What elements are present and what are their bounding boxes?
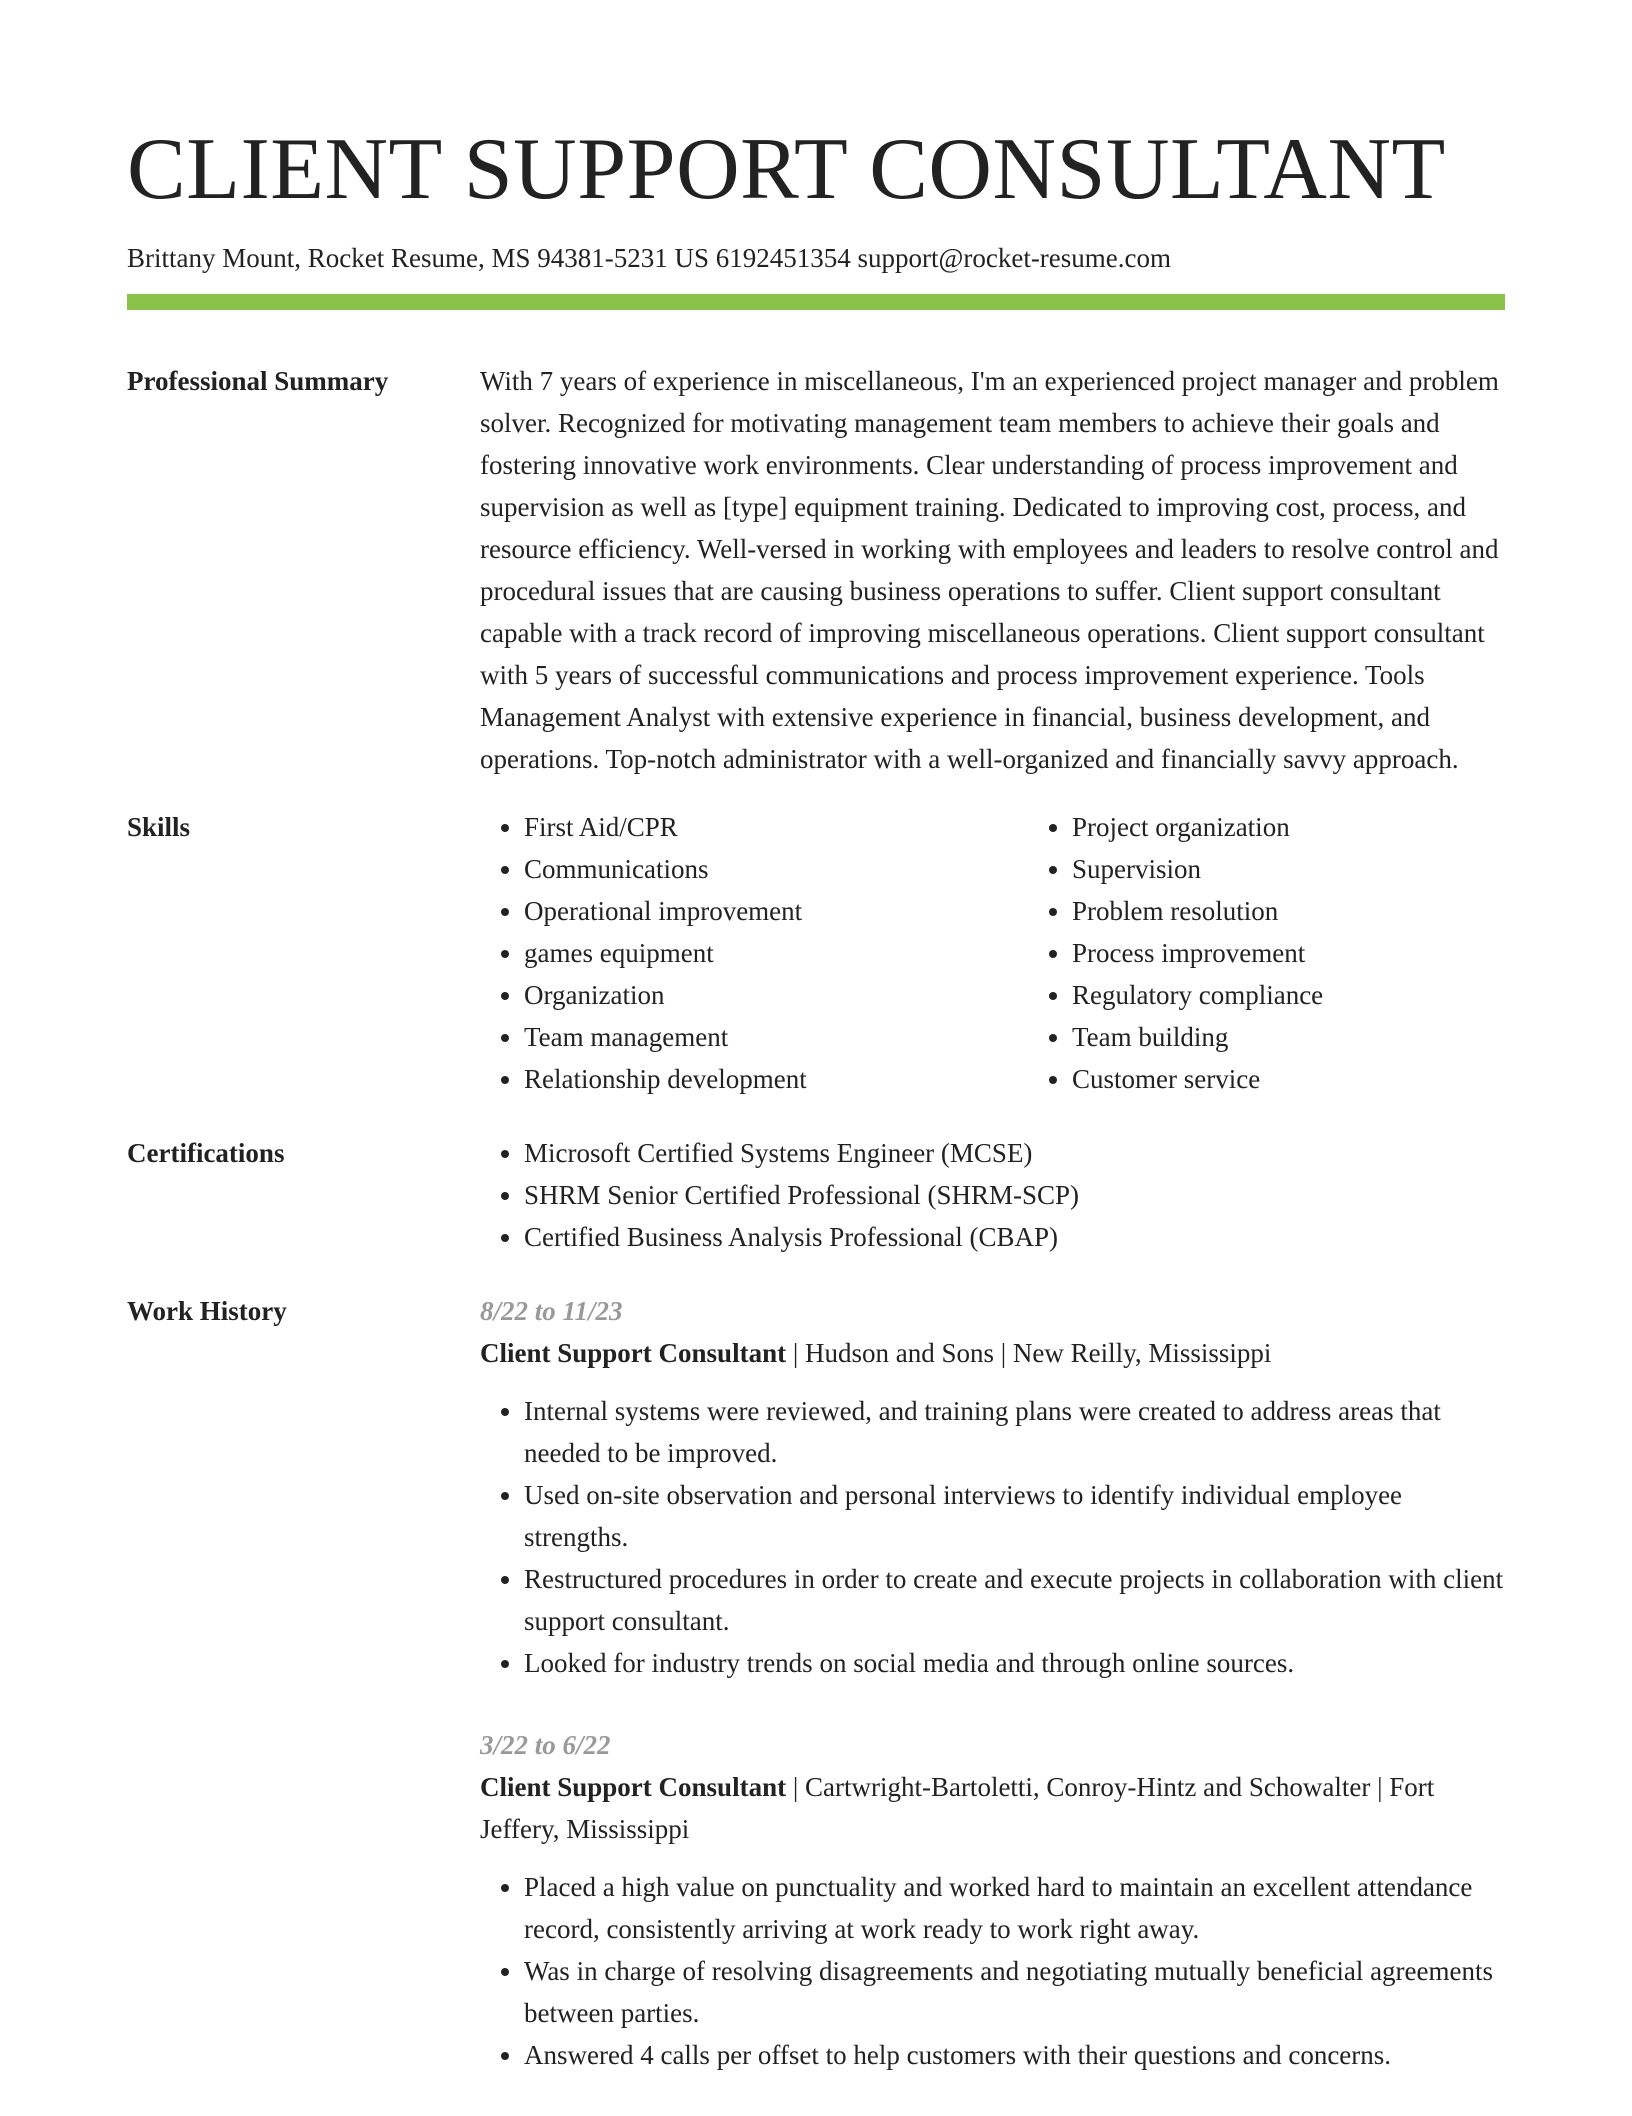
certifications-list [480,1132,1505,1258]
skill-item: • Organization [524,974,1028,1016]
job-bullet: • Restructured procedures in order to create and execute projects in collaboration with client support consultant. [524,1558,1505,1642]
certification-item: • Certified Business Analysis Professional (CBAP) [524,1216,1505,1258]
header-divider [127,294,1505,310]
skill-item: • Relationship development [524,1058,1028,1100]
certifications-section [127,1132,1505,1258]
skill-item: • Team management [524,1016,1028,1058]
resume-title: CLIENT SUPPORT CONSULTANT [127,121,1446,218]
job-bullet: • Internal systems were reviewed, and training plans were created to address areas that needed to be improved. [524,1390,1505,1474]
skill-item: • Team building [1072,1016,1505,1058]
summary-heading: Professional Summary [127,366,389,396]
skill-item: • Supervision [1072,848,1505,890]
job-bullet: • Used on-site observation and personal interviews to identify individual employee strengths. [524,1474,1505,1558]
job-bullet: • Looked for industry trends on social media and through online sources. [524,1642,1505,1684]
skills-heading: Skills [127,812,191,842]
contact-line: Brittany Mount, Rocket Resume, MS 94381-5231 US 6192451354 support@rocket-resume.com [127,243,1172,273]
job-entry [480,1290,1505,1684]
job-bullet: • Was in charge of resolving disagreements and negotiating mutually beneficial agreements between parties. [524,1950,1505,2034]
certification-item: • SHRM Senior Certified Professional (SHRM-SCP) [524,1174,1505,1216]
job-title: Client Support Consultant [480,1772,787,1802]
skills-section [127,806,1505,1100]
job-details: | Cartwright-Bartoletti, Conroy-Hintz and Schowalter | Fort Jeffery, Mississippi [480,1772,1435,1844]
job-dates: 3/22 to 6/22 [480,1730,611,1760]
summary-text: With 7 years of experience in miscellaneous, I'm an experienced project manager and problem solver. Recognized for motivating management team members to achieve their goals and fostering innovative work environments. Clear understanding of process improvement and supervision as well as [type] equipment training. Dedicated to improving cost, process, and resource efficiency. Well-versed in working with employees and leaders to resolve control and procedural issues that are causing business operations to suffer. Client support consultant capable with a track record of improving miscellaneous operations. Client support consultant with 5 years of successful communications and process improvement experience. Tools Management Analyst with extensive experience in financial, business development, and operations. Top-notch administrator with a well-organized and financially savvy approach. [480,366,1499,774]
summary-section [127,360,1505,780]
work-history-heading: Work History [127,1296,287,1326]
skill-item: • Customer service [1072,1058,1505,1100]
job-title: Client Support Consultant [480,1338,787,1368]
resume-page [127,0,1505,2116]
skills-list-left [480,806,1028,1100]
skill-item: • Problem resolution [1072,890,1505,932]
job-dates: 8/22 to 11/23 [480,1296,623,1326]
job-bullet: • Answered 4 calls per offset to help customers with their questions and concerns. [524,2034,1505,2076]
job-title-line [480,1332,1505,1374]
job-entry [480,1724,1505,2076]
skill-item: • First Aid/CPR [524,806,1028,848]
work-history-section [127,1290,1505,2116]
certifications-heading: Certifications [127,1138,285,1168]
certification-item: • Microsoft Certified Systems Engineer (MCSE) [524,1132,1505,1174]
job-bullets [480,1866,1505,2076]
job-title-line [480,1766,1505,1850]
skill-item: • Operational improvement [524,890,1028,932]
skill-item: • Regulatory compliance [1072,974,1505,1016]
skills-list-right [1028,806,1505,1100]
skill-item: • Project organization [1072,806,1505,848]
skill-item: • Process improvement [1072,932,1505,974]
skill-item: • Communications [524,848,1028,890]
job-details: | Hudson and Sons | New Reilly, Mississippi [786,1338,1272,1368]
job-bullet: • Placed a high value on punctuality and worked hard to maintain an excellent attendance record, consistently arriving at work ready to work right away. [524,1866,1505,1950]
job-bullets [480,1390,1505,1684]
skill-item: • games equipment [524,932,1028,974]
